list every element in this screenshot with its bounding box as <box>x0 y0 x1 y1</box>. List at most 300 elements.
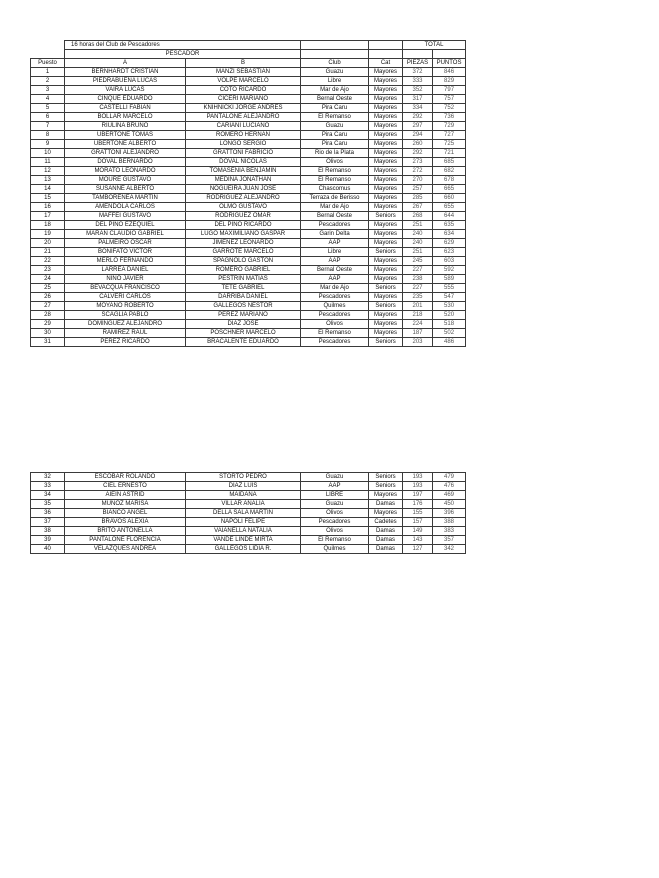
puntos-cell: 644 <box>433 212 466 221</box>
club-cell: AAP <box>301 482 369 491</box>
pescador-b-cell: COTO RICARDO <box>186 86 301 95</box>
puntos-cell: 502 <box>433 329 466 338</box>
cat-cell: Mayores <box>369 86 403 95</box>
puesto-cell: 30 <box>31 329 65 338</box>
pescador-b-cell: LUGO MAXIMILIANO GASPAR <box>186 230 301 239</box>
pescador-b-cell: DELLA SALA MARTIN <box>186 509 301 518</box>
pescador-a-cell: CIEL ERNESTO <box>65 482 186 491</box>
table-row <box>31 257 466 266</box>
club-cell: Guazu <box>301 473 369 482</box>
puntos-cell: 555 <box>433 284 466 293</box>
puntos-cell: 634 <box>433 230 466 239</box>
cat-cell: Mayores <box>369 95 403 104</box>
puntos-cell: 797 <box>433 86 466 95</box>
cat-cell: Mayores <box>369 221 403 230</box>
club-cell: Terraza de Berisso <box>301 194 369 203</box>
piezas-cell: 285 <box>403 194 433 203</box>
cat-cell: Seniors <box>369 473 403 482</box>
puesto-cell: 34 <box>31 491 65 500</box>
pescador-a-cell: UBERTONE ALBERTO <box>65 140 186 149</box>
pescador-b-cell: VOLPE MARCELO <box>186 77 301 86</box>
puesto-cell: 21 <box>31 248 65 257</box>
club-cell: Garin Delta <box>301 230 369 239</box>
col-header-piezas: PIEZAS <box>403 59 433 68</box>
piezas-cell: 294 <box>403 131 433 140</box>
pescador-b-cell: JIMENEZ LEONARDO <box>186 239 301 248</box>
pescador-a-cell: BIANCO ANGEL <box>65 509 186 518</box>
club-cell: El Remanso <box>301 176 369 185</box>
pescador-a-cell: BOLLAR MARCELO <box>65 113 186 122</box>
puesto-cell: 15 <box>31 194 65 203</box>
puntos-cell: 660 <box>433 194 466 203</box>
puesto-cell: 12 <box>31 167 65 176</box>
puntos-cell: 623 <box>433 248 466 257</box>
puntos-cell: 589 <box>433 275 466 284</box>
table-row <box>31 500 466 509</box>
col-header-cat: Cat <box>369 59 403 68</box>
table-row <box>31 284 466 293</box>
table-row <box>31 320 466 329</box>
puesto-cell: 25 <box>31 284 65 293</box>
puntos-cell: 388 <box>433 518 466 527</box>
table-row <box>31 185 466 194</box>
puntos-cell: 665 <box>433 185 466 194</box>
pescador-b-cell: MEDINA JONATHAN <box>186 176 301 185</box>
club-cell: El Remanso <box>301 167 369 176</box>
pescador-a-cell: DOVAL BERNARDO <box>65 158 186 167</box>
cat-cell: Damas <box>369 536 403 545</box>
club-cell: Olivos <box>301 158 369 167</box>
ranking-table-2 <box>30 472 466 554</box>
puesto-cell: 2 <box>31 77 65 86</box>
cat-cell: Mayores <box>369 257 403 266</box>
pescador-a-cell: RIULINA BRUNO <box>65 122 186 131</box>
pescador-a-cell: DOMINGUEZ ALEJANDRO <box>65 320 186 329</box>
puntos-cell: 685 <box>433 158 466 167</box>
club-cell: Pescadores <box>301 311 369 320</box>
cat-cell: Mayores <box>369 509 403 518</box>
pescador-a-cell: AIEIN ASTRID <box>65 491 186 500</box>
puesto-cell: 23 <box>31 266 65 275</box>
pescador-b-cell: NAPOLI FELIPE <box>186 518 301 527</box>
club-cell: Pescadores <box>301 293 369 302</box>
piezas-cell: 251 <box>403 248 433 257</box>
cat-cell: Mayores <box>369 266 403 275</box>
pescador-a-cell: PIEDRABUENA LUCAS <box>65 77 186 86</box>
cat-cell: Seniors <box>369 482 403 491</box>
pescador-b-cell: NOGUEIRA JUAN JOSE <box>186 185 301 194</box>
puesto-cell: 16 <box>31 203 65 212</box>
table-row <box>31 149 466 158</box>
pescador-a-cell: TAMBORENEA MARTIN <box>65 194 186 203</box>
cat-cell: Mayores <box>369 77 403 86</box>
cat-cell: Mayores <box>369 293 403 302</box>
pescador-b-cell: GALLEGOS NESTOR <box>186 302 301 311</box>
cat-cell: Mayores <box>369 230 403 239</box>
table-row <box>31 545 466 554</box>
cat-cell: Mayores <box>369 113 403 122</box>
pescador-a-cell: ESCOBAR ROLANDO <box>65 473 186 482</box>
pescador-b-cell: GRATTONI FABRICIO <box>186 149 301 158</box>
pescador-a-cell: PEREZ RICARDO <box>65 338 186 347</box>
puesto-cell: 14 <box>31 185 65 194</box>
puesto-cell: 38 <box>31 527 65 536</box>
puesto-cell: 4 <box>31 95 65 104</box>
pescador-a-cell: MORATO LEONARDO <box>65 167 186 176</box>
puntos-cell: 736 <box>433 113 466 122</box>
puesto-cell: 29 <box>31 320 65 329</box>
club-cell: Pira Caru <box>301 104 369 113</box>
cat-cell: Mayores <box>369 158 403 167</box>
pescador-a-cell: SCAGLIA PABLO <box>65 311 186 320</box>
piezas-cell: 245 <box>403 257 433 266</box>
pescador-b-cell: POSCHNER MARCELO <box>186 329 301 338</box>
cat-cell: Mayores <box>369 149 403 158</box>
table-row <box>31 329 466 338</box>
club-cell: LIBRE <box>301 491 369 500</box>
sheet-title: 16 horas del Club de Pescadores <box>65 41 301 50</box>
puesto-cell: 19 <box>31 230 65 239</box>
table-row <box>31 275 466 284</box>
cat-cell: Mayores <box>369 104 403 113</box>
club-cell: Olivos <box>301 320 369 329</box>
puntos-cell: 476 <box>433 482 466 491</box>
table-row <box>31 527 466 536</box>
cat-cell: Seniors <box>369 248 403 257</box>
table-row <box>31 140 466 149</box>
puesto-cell: 3 <box>31 86 65 95</box>
pescador-b-cell: STORTO PEDRO <box>186 473 301 482</box>
puntos-cell: 469 <box>433 491 466 500</box>
puesto-cell: 22 <box>31 257 65 266</box>
pescador-b-cell: GARROTE MARCELO <box>186 248 301 257</box>
pescador-a-cell: PANTALONE FLORENCIA <box>65 536 186 545</box>
cat-cell: Mayores <box>369 167 403 176</box>
table-row <box>31 113 466 122</box>
puesto-cell: 39 <box>31 536 65 545</box>
pescador-b-cell: DEL PINO RICARDO <box>186 221 301 230</box>
club-cell: Olivos <box>301 509 369 518</box>
cat-cell: Mayores <box>369 275 403 284</box>
puntos-cell: 757 <box>433 95 466 104</box>
puesto-cell: 18 <box>31 221 65 230</box>
club-cell: Pira Caru <box>301 140 369 149</box>
table-row <box>31 518 466 527</box>
pescador-b-cell: VAIANELLA NATALIA <box>186 527 301 536</box>
cat-cell: Mayores <box>369 311 403 320</box>
puntos-cell: 678 <box>433 176 466 185</box>
table-row <box>31 248 466 257</box>
pescador-a-cell: BRAVOS ALEXIA <box>65 518 186 527</box>
piezas-cell: 240 <box>403 230 433 239</box>
puntos-cell: 450 <box>433 500 466 509</box>
puesto-cell: 10 <box>31 149 65 158</box>
puesto-cell: 20 <box>31 239 65 248</box>
table-row <box>31 122 466 131</box>
piezas-cell: 197 <box>403 491 433 500</box>
pescador-b-cell: SPAGNOLO GASTON <box>186 257 301 266</box>
cat-cell: Mayores <box>369 203 403 212</box>
table-row <box>31 473 466 482</box>
table-row <box>31 221 466 230</box>
club-cell: Guazu <box>301 500 369 509</box>
piezas-cell: 267 <box>403 203 433 212</box>
pescador-a-cell: MERLO FERNANDO <box>65 257 186 266</box>
table-row <box>31 167 466 176</box>
pescador-a-cell: BERNHARDT CRISTIAN <box>65 68 186 77</box>
pescador-b-cell: BRACALENTE EDUARDO <box>186 338 301 347</box>
puntos-cell: 518 <box>433 320 466 329</box>
puesto-cell: 11 <box>31 158 65 167</box>
cat-cell: Mayores <box>369 131 403 140</box>
pescador-b-cell: PANTALONE ALEJANDRO <box>186 113 301 122</box>
pescador-b-cell: TETE GABRIEL <box>186 284 301 293</box>
pescador-a-cell: MAFFEI GUSTAVO <box>65 212 186 221</box>
puntos-cell: 486 <box>433 338 466 347</box>
cat-cell: Seniors <box>369 338 403 347</box>
piezas-cell: 155 <box>403 509 433 518</box>
cat-cell: Mayores <box>369 329 403 338</box>
puesto-cell: 37 <box>31 518 65 527</box>
pescador-b-cell: TOMASENIA BENJAMIN <box>186 167 301 176</box>
cat-cell: Mayores <box>369 239 403 248</box>
cat-cell: Damas <box>369 527 403 536</box>
piezas-cell: 317 <box>403 95 433 104</box>
piezas-cell: 334 <box>403 104 433 113</box>
table-row <box>31 302 466 311</box>
table-row <box>31 338 466 347</box>
club-cell: Bernal Oeste <box>301 212 369 221</box>
club-cell: Chascomus <box>301 185 369 194</box>
piezas-cell: 270 <box>403 176 433 185</box>
club-cell: El Remanso <box>301 329 369 338</box>
puntos-cell: 603 <box>433 257 466 266</box>
club-cell: Pescadores <box>301 518 369 527</box>
pescador-a-cell: PALMEIRO OSCAR <box>65 239 186 248</box>
table-row <box>31 230 466 239</box>
pescador-a-cell: DEL PINO EZEQUIEL <box>65 221 186 230</box>
piezas-cell: 251 <box>403 221 433 230</box>
cat-cell: Mayores <box>369 140 403 149</box>
table-row <box>31 491 466 500</box>
piezas-cell: 218 <box>403 311 433 320</box>
pescador-b-cell: OLMO GUSTAVO <box>186 203 301 212</box>
club-cell: Mar de Ajo <box>301 86 369 95</box>
puntos-cell: 635 <box>433 221 466 230</box>
pescador-a-cell: AMENDOLA CARLOS <box>65 203 186 212</box>
cat-cell: Seniors <box>369 284 403 293</box>
piezas-cell: 127 <box>403 545 433 554</box>
pescador-b-cell: CICERI MARIANO <box>186 95 301 104</box>
piezas-cell: 193 <box>403 473 433 482</box>
pescador-a-cell: RAMIREZ RAUL <box>65 329 186 338</box>
pescador-b-cell: DIAZ JOSE <box>186 320 301 329</box>
piezas-cell: 193 <box>403 482 433 491</box>
club-cell: Bernal Oeste <box>301 266 369 275</box>
table-row <box>31 203 466 212</box>
cat-cell: Seniors <box>369 302 403 311</box>
puntos-cell: 520 <box>433 311 466 320</box>
col-header-club: Club <box>301 59 369 68</box>
piezas-cell: 297 <box>403 122 433 131</box>
pescador-b-cell: MANZI SEBASTIAN <box>186 68 301 77</box>
pescador-a-cell: BEVACQUA FRANCISCO <box>65 284 186 293</box>
cat-cell: Seniors <box>369 212 403 221</box>
puesto-cell: 5 <box>31 104 65 113</box>
table-row <box>31 239 466 248</box>
cat-cell: Mayores <box>369 185 403 194</box>
club-cell: AAP <box>301 239 369 248</box>
piezas-cell: 201 <box>403 302 433 311</box>
table-row <box>31 212 466 221</box>
club-cell: Guazu <box>301 122 369 131</box>
club-cell: Libre <box>301 248 369 257</box>
club-cell: Rio de la Plata <box>301 149 369 158</box>
piezas-cell: 227 <box>403 266 433 275</box>
table-row <box>31 266 466 275</box>
club-cell: Pescadores <box>301 338 369 347</box>
club-cell: Pira Caru <box>301 131 369 140</box>
pescador-a-cell: UBERTONE TOMAS <box>65 131 186 140</box>
col-header-puntos: PUNTOS <box>433 59 466 68</box>
club-cell: Pescadores <box>301 221 369 230</box>
puesto-cell: 6 <box>31 113 65 122</box>
puntos-cell: 725 <box>433 140 466 149</box>
pescador-a-cell: CINQUE EDUARDO <box>65 95 186 104</box>
puesto-cell: 27 <box>31 302 65 311</box>
pescador-b-cell: LONGO SERGIO <box>186 140 301 149</box>
puntos-cell: 592 <box>433 266 466 275</box>
piezas-cell: 268 <box>403 212 433 221</box>
ranking-table-1 <box>30 40 466 347</box>
table-row <box>31 131 466 140</box>
puesto-cell: 35 <box>31 500 65 509</box>
puesto-cell: 9 <box>31 140 65 149</box>
puntos-cell: 727 <box>433 131 466 140</box>
cat-cell: Cadetes <box>369 518 403 527</box>
puntos-cell: 547 <box>433 293 466 302</box>
pescador-a-cell: CASTELLI FABIAN <box>65 104 186 113</box>
puntos-cell: 629 <box>433 239 466 248</box>
puntos-cell: 829 <box>433 77 466 86</box>
piezas-cell: 272 <box>403 167 433 176</box>
puntos-cell: 357 <box>433 536 466 545</box>
table-row <box>31 86 466 95</box>
table-row <box>31 311 466 320</box>
table-row <box>31 104 466 113</box>
puesto-cell: 32 <box>31 473 65 482</box>
club-cell: Libre <box>301 77 369 86</box>
puesto-cell: 24 <box>31 275 65 284</box>
puntos-cell: 721 <box>433 149 466 158</box>
piezas-cell: 333 <box>403 77 433 86</box>
pescador-b-cell: GALLEGOS LIDIA R. <box>186 545 301 554</box>
cat-cell: Mayores <box>369 68 403 77</box>
pescador-a-cell: MOURE GUSTAVO <box>65 176 186 185</box>
pescador-b-cell: VILLAR ANALIA <box>186 500 301 509</box>
club-cell: El Remanso <box>301 536 369 545</box>
pescador-a-cell: VAIRA LUCAS <box>65 86 186 95</box>
club-cell: AAP <box>301 275 369 284</box>
table-row <box>31 194 466 203</box>
puntos-cell: 682 <box>433 167 466 176</box>
club-cell: Mar de Ajo <box>301 203 369 212</box>
table-row <box>31 68 466 77</box>
club-cell: Olivos <box>301 527 369 536</box>
puntos-cell: 383 <box>433 527 466 536</box>
puesto-cell: 26 <box>31 293 65 302</box>
pescador-b-cell: ROMERO GABRIEL <box>186 266 301 275</box>
pescador-b-cell: PEREZ MARIANO <box>186 311 301 320</box>
section-label: PESCADOR <box>65 50 301 59</box>
puesto-cell: 28 <box>31 311 65 320</box>
piezas-cell: 203 <box>403 338 433 347</box>
title-row <box>31 41 466 50</box>
piezas-cell: 157 <box>403 518 433 527</box>
pescador-a-cell: SUSANNE ALBERTO <box>65 185 186 194</box>
puntos-cell: 396 <box>433 509 466 518</box>
puesto-cell: 17 <box>31 212 65 221</box>
pescador-b-cell: ROMERO HERNAN <box>186 131 301 140</box>
puesto-cell: 36 <box>31 509 65 518</box>
puntos-cell: 846 <box>433 68 466 77</box>
club-cell: Quilmes <box>301 302 369 311</box>
pescador-b-cell: RODRIGUEZ ALEJANDRO <box>186 194 301 203</box>
pescador-a-cell: CALVERI CARLOS <box>65 293 186 302</box>
pescador-b-cell: RODRIGUEZ OMAR <box>186 212 301 221</box>
pescador-b-cell: PESTRIN MATIAS <box>186 275 301 284</box>
puntos-cell: 342 <box>433 545 466 554</box>
puesto-cell: 13 <box>31 176 65 185</box>
cat-cell: Mayores <box>369 122 403 131</box>
pescador-a-cell: VELAZQUES ANDREA <box>65 545 186 554</box>
total-label: TOTAL <box>403 41 466 50</box>
pescador-b-cell: DARRIBA DANIEL <box>186 293 301 302</box>
cat-cell: Damas <box>369 545 403 554</box>
section-row <box>31 50 466 59</box>
pescador-a-cell: NIÑO JAVIER <box>65 275 186 284</box>
piezas-cell: 292 <box>403 149 433 158</box>
pescador-a-cell: LARREA DANIEL <box>65 266 186 275</box>
puesto-cell: 1 <box>31 68 65 77</box>
cat-cell: Mayores <box>369 491 403 500</box>
piezas-cell: 238 <box>403 275 433 284</box>
puesto-cell: 40 <box>31 545 65 554</box>
pescador-b-cell: CARIANI LUCIANO <box>186 122 301 131</box>
club-cell: Quilmes <box>301 545 369 554</box>
pescador-a-cell: MARAN CLAUDIO GABRIEL <box>65 230 186 239</box>
puntos-cell: 655 <box>433 203 466 212</box>
club-cell: El Remanso <box>301 113 369 122</box>
column-header-row <box>31 59 466 68</box>
table-row <box>31 176 466 185</box>
piezas-cell: 224 <box>403 320 433 329</box>
puntos-cell: 530 <box>433 302 466 311</box>
table-row <box>31 95 466 104</box>
club-cell: Bernal Oeste <box>301 95 369 104</box>
pescador-b-cell: DOVAL NICOLAS <box>186 158 301 167</box>
piezas-cell: 260 <box>403 140 433 149</box>
piezas-cell: 292 <box>403 113 433 122</box>
piezas-cell: 149 <box>403 527 433 536</box>
table-row <box>31 536 466 545</box>
cat-cell: Mayores <box>369 194 403 203</box>
pescador-b-cell: KNIHNICKI JORGE ANDRES <box>186 104 301 113</box>
pescador-b-cell: MAIDANA <box>186 491 301 500</box>
cat-cell: Mayores <box>369 176 403 185</box>
table-row <box>31 158 466 167</box>
piezas-cell: 273 <box>403 158 433 167</box>
